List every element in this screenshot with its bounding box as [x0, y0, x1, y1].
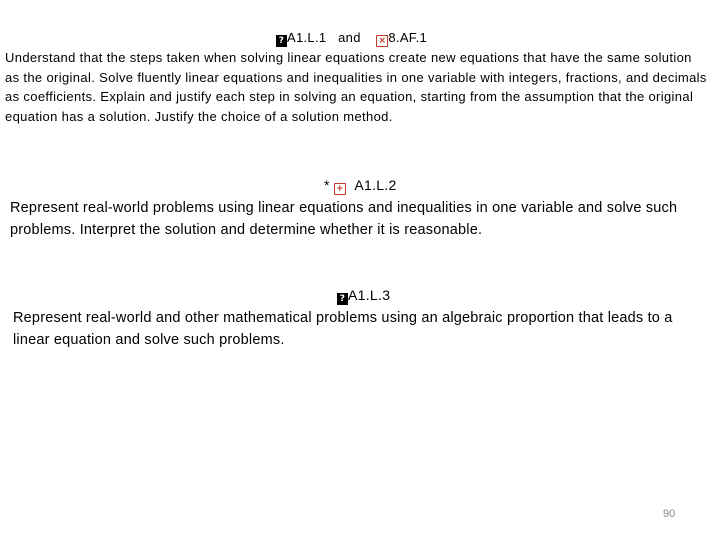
- standard-description-2: Represent real-world problems using linear equations and inequalities in one variable and solve such problems. Interpret the solution and determine whether it is reasonable.: [10, 200, 678, 238]
- missing-glyph-icon: ?: [276, 35, 287, 47]
- standard-heading-3: [337, 287, 390, 305]
- missing-glyph-icon: ?: [337, 293, 348, 305]
- standard-code-1: A1.L.1: [287, 30, 327, 45]
- page-number: 90: [663, 508, 676, 520]
- standard-secondary-code: 8.AF.1: [388, 30, 428, 45]
- standard-heading-1: [276, 30, 427, 47]
- plus-box-icon: +: [334, 183, 346, 195]
- standard-heading-2: [324, 177, 397, 195]
- standard-connector: and: [338, 30, 361, 45]
- standard-marker-asterisk: *: [324, 177, 330, 193]
- standard-code-2: A1.L.2: [354, 177, 397, 193]
- standard-code-3: A1.L.3: [348, 287, 391, 303]
- standard-description-3: Represent real-world and other mathematical problems using an algebraic proportion that leads to a linear equation and solve such problems.: [13, 310, 673, 348]
- standard-description-1: Understand that the steps taken when solving linear equations create new equations that have the same solution as the original. Solve fluently linear equations and inequalities in one variable with integers, fractions, and decimals as coefficients. Explain and justify each step in solving an equation, starting from the assumption that the original equation has a solution. Justify the choice of a solution method.: [5, 50, 707, 124]
- checkbox-icon: ×: [376, 35, 388, 47]
